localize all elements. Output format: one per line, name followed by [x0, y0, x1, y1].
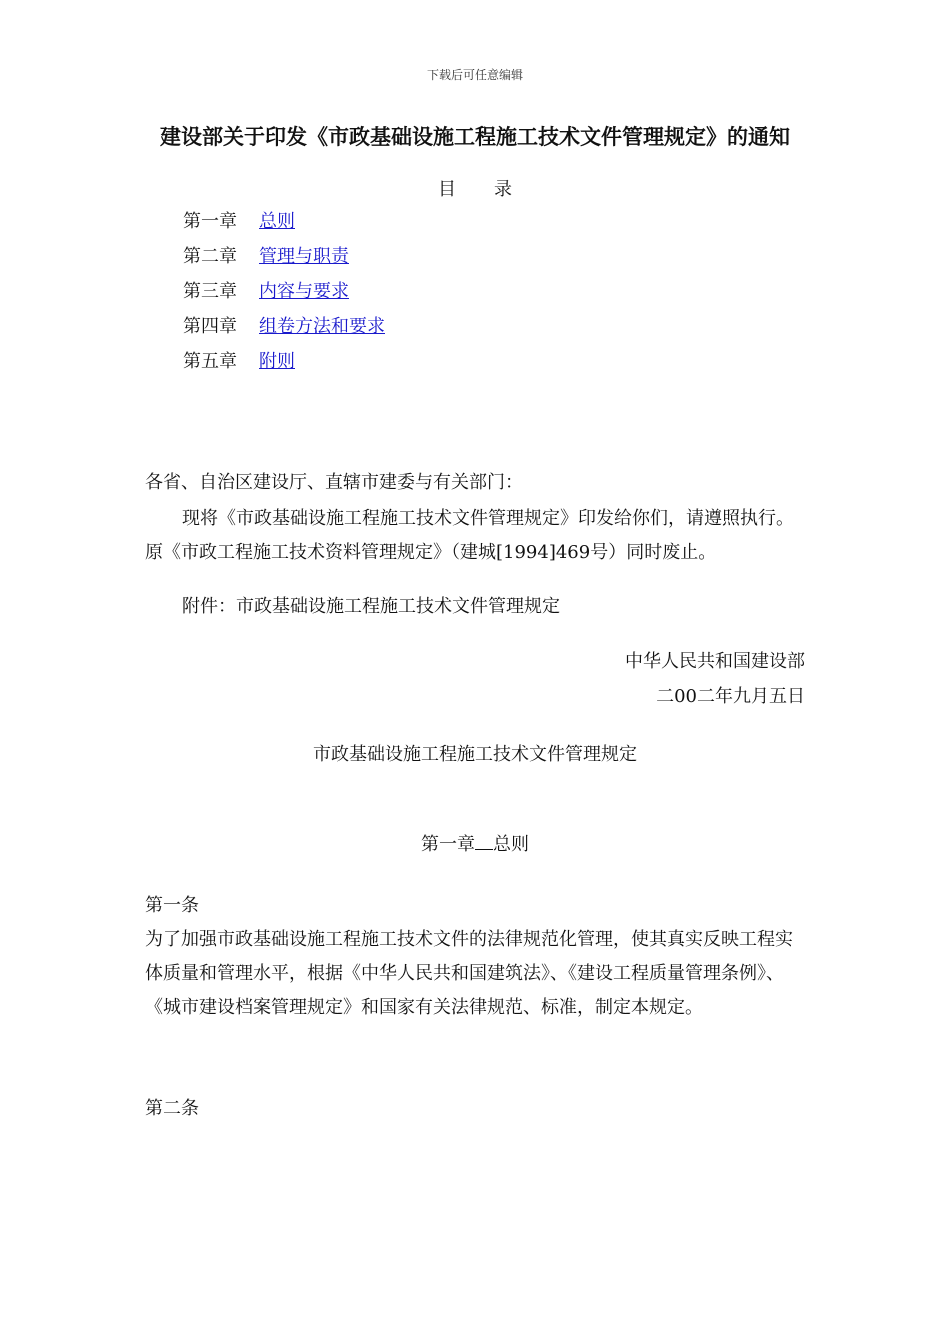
toc-link-filing-methods[interactable]: 组卷方法和要求: [259, 316, 385, 337]
toc-chapter-label: 第三章: [183, 281, 237, 302]
toc-chapter-label: 第一章: [183, 211, 237, 232]
toc-link-content-requirements[interactable]: 内容与要求: [259, 281, 349, 302]
document-title: 建设部关于印发《市政基础设施工程施工技术文件管理规定》的通知: [160, 124, 790, 149]
notice-issuer: 中华人民共和国建设部: [625, 651, 805, 672]
regulation-title: 市政基础设施工程施工技术文件管理规定: [313, 744, 637, 765]
article-1-text: 为了加强市政基础设施工程施工技术文件的法律规范化管理，使其真实反映工程实体质量和管理水平，根据《中华人民共和国建筑法》、《建设工程质量管理条例》、《城市建设档案管理规定》和国家有关法律规范、标准，制定本规定。: [145, 929, 793, 1018]
toc-link-supplementary[interactable]: 附则: [259, 351, 295, 372]
toc-link-management-duties[interactable]: 管理与职责: [259, 246, 349, 267]
chapter-heading-rule: [475, 835, 493, 850]
chapter-1-prefix: 第一章: [421, 834, 475, 855]
toc-item-5: [183, 347, 295, 373]
notice-date: 二00二年九月五日: [656, 686, 805, 707]
toc-heading: [0, 175, 950, 201]
notice-addressee: 各省、自治区建设厅、直辖市建委与有关部门：: [145, 472, 523, 493]
toc-item-1: [183, 207, 295, 233]
toc-item-3: [183, 277, 349, 303]
toc-chapter-label: 第四章: [183, 316, 237, 337]
toc-link-general-provisions[interactable]: 总则: [259, 211, 295, 232]
notice-attachment: 附件：市政基础设施工程施工技术文件管理规定: [182, 596, 560, 617]
article-1-label: 第一条: [145, 895, 199, 916]
toc-item-4: [183, 312, 385, 338]
article-2-label: 第二条: [145, 1098, 199, 1119]
toc-chapter-label: 第五章: [183, 351, 237, 372]
toc-chapter-label: 第二章: [183, 246, 237, 267]
notice-body: 现将《市政基础设施工程施工技术文件管理规定》印发给你们，请遵照执行。原《市政工程施工技术资料管理规定》（建城[1994]469号）同时废止。: [145, 508, 794, 563]
chapter-1-name: 总则: [493, 834, 529, 855]
toc-heading-left: 目: [438, 179, 456, 200]
toc-heading-right: 录: [494, 179, 512, 200]
toc-item-2: [183, 242, 349, 268]
header-note: 下载后可任意编辑: [426, 68, 523, 82]
chapter-1-heading: [0, 830, 950, 856]
